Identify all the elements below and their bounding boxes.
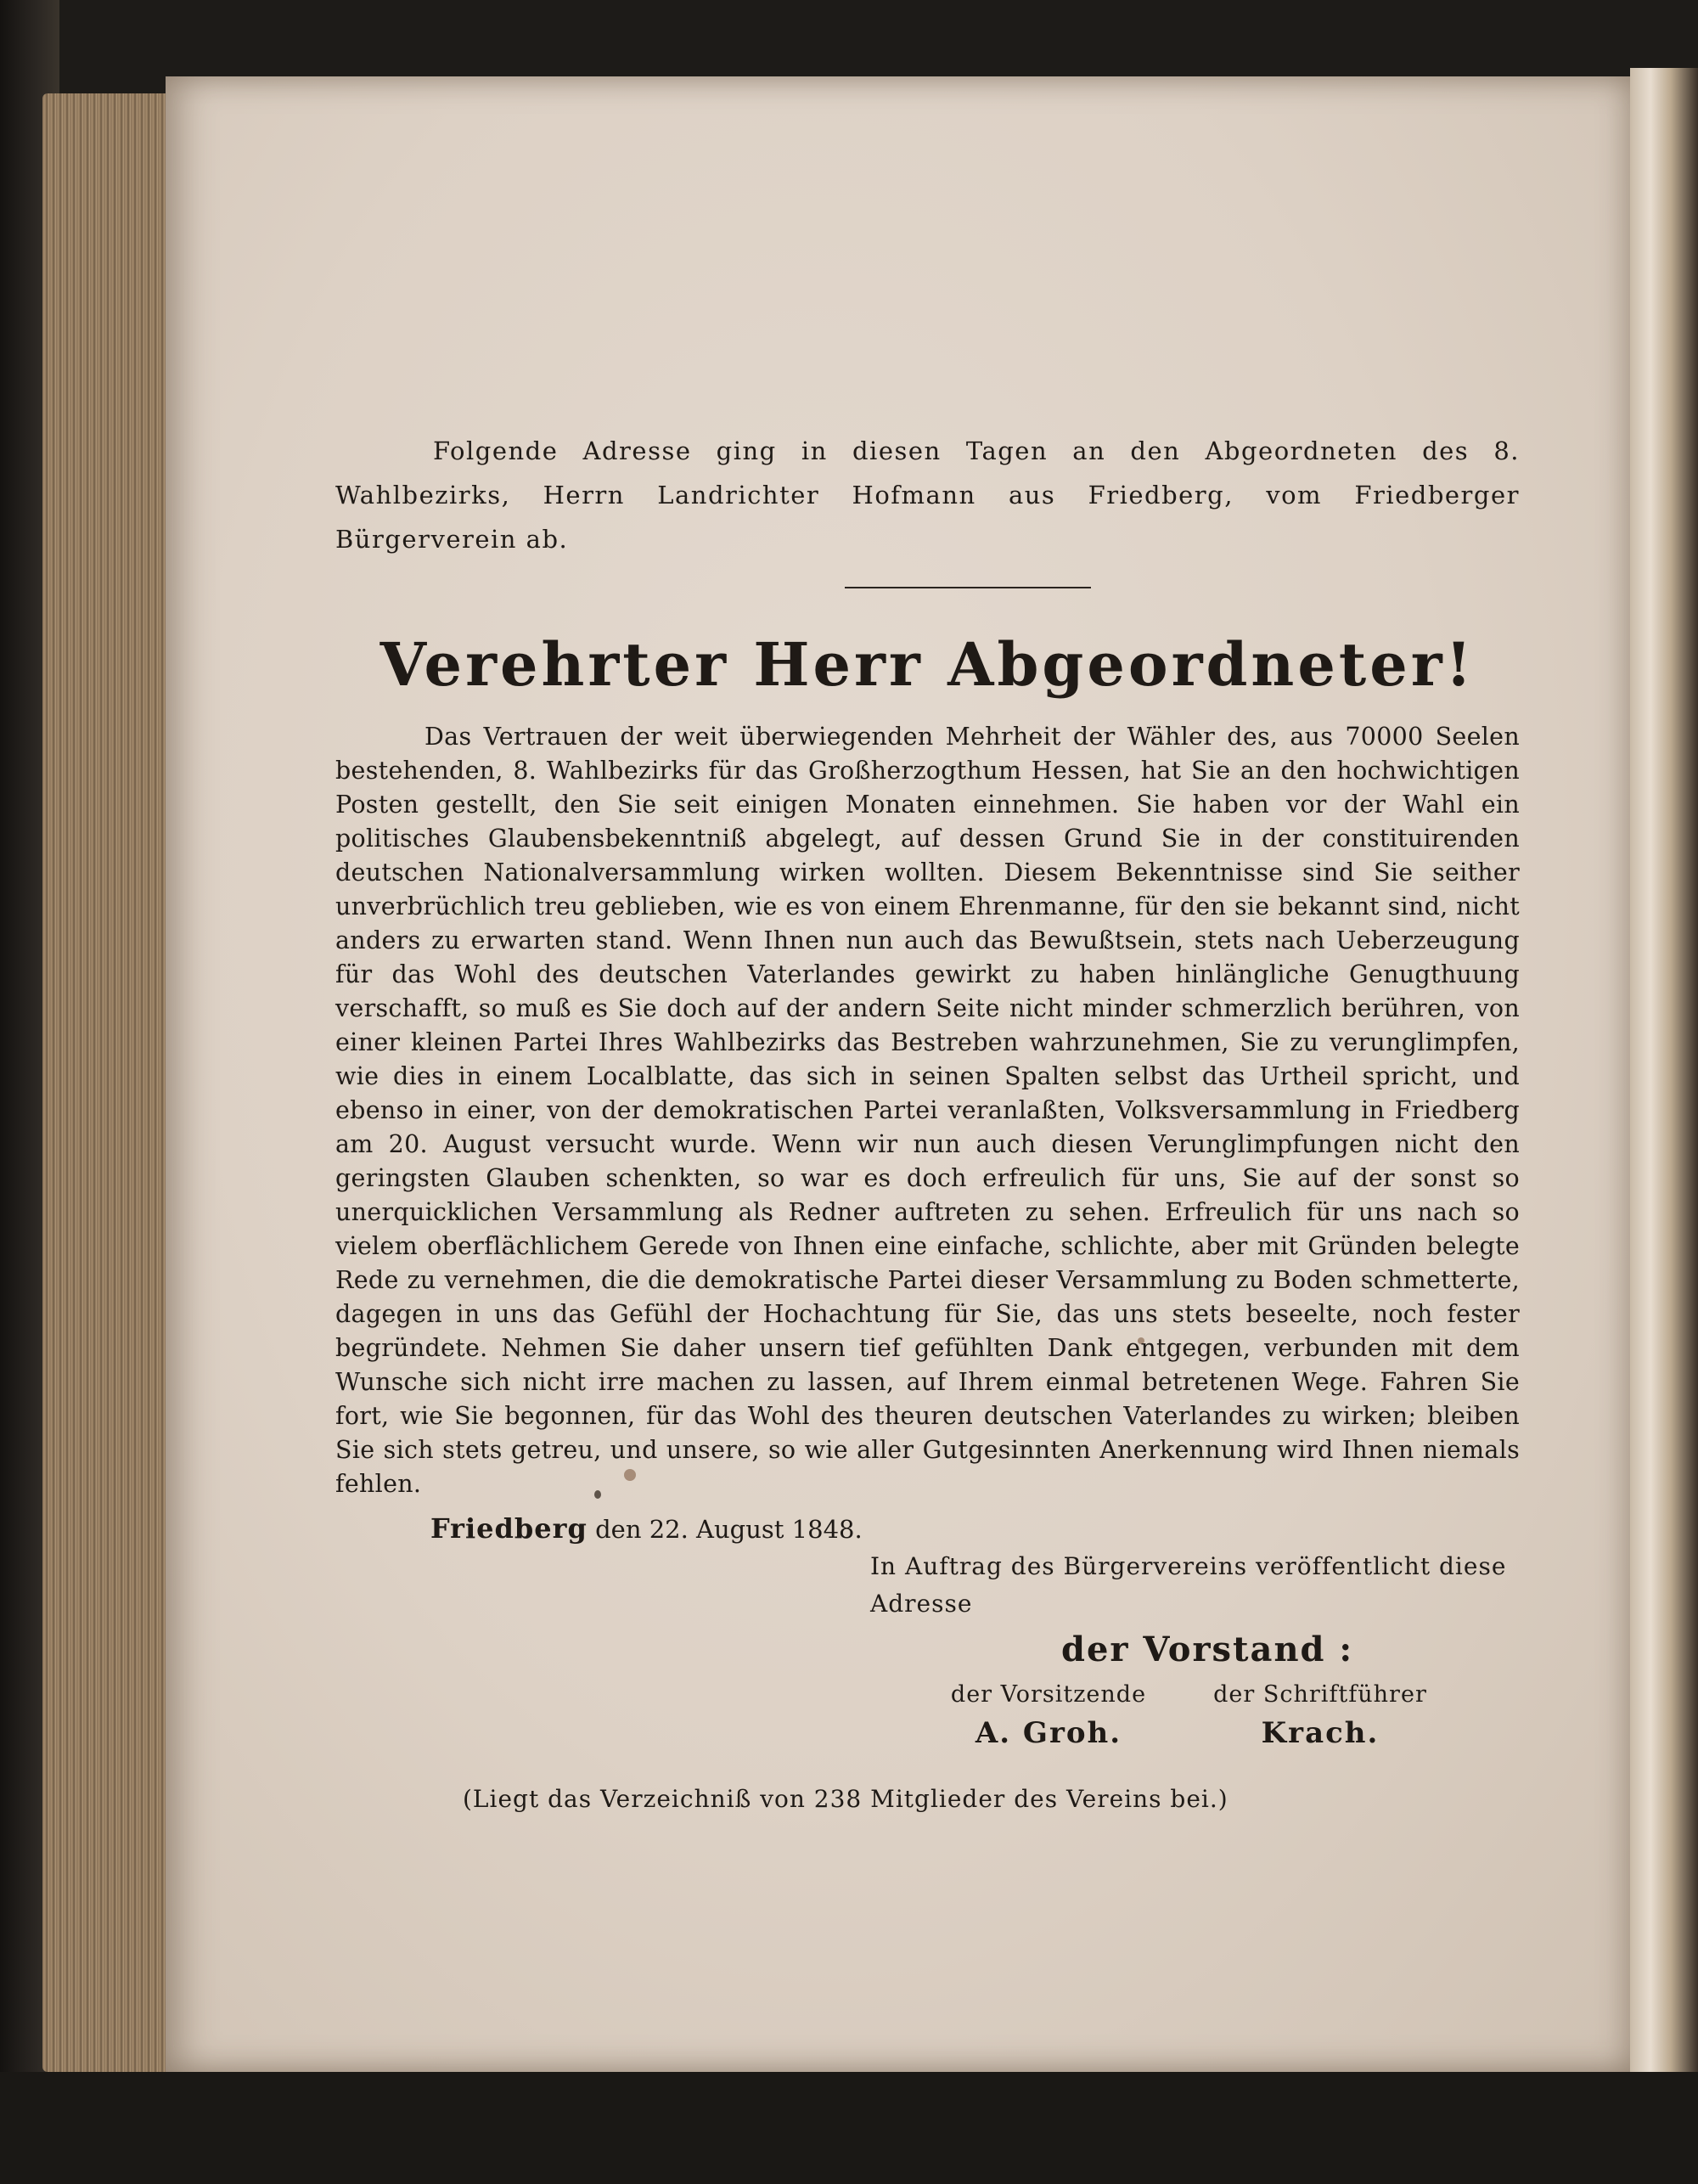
commission-line: In Auftrag des Bürgervereins veröffentlicht diese Adresse [870,1552,1507,1618]
signer-role: der Vorsitzende [950,1681,1147,1708]
divider-rule [845,587,1091,588]
signer-role: der Schriftführer [1213,1681,1427,1708]
signer-secretary [1210,1677,1431,1753]
intro-paragraph: Folgende Adresse ging in diesen Tagen an den Abgeordneten des 8. Wahlbezirks, Herrn Landrichter Hofmann aus Friedberg, vom Friedberger Bürgerverein ab. [335,436,1520,554]
date-line [430,1510,1520,1548]
address-heading: Verehrter Herr Abgeordneter! [380,629,1476,700]
facing-page-edge [1630,68,1698,2089]
board-label: der Vorstand : [1061,1630,1354,1669]
signer-name: A. Groh. [975,1716,1122,1750]
signer-name: Krach. [1261,1716,1380,1750]
document-content [335,429,1520,1818]
background-surface [0,2072,1698,2184]
page-stack-edge [42,93,178,2072]
enclosure-note: (Liegt das Verzeichniß von 238 Mitglieder des Vereins bei.) [463,1785,1229,1813]
signatures [335,1677,1520,1762]
date-place: Friedberg [430,1512,588,1545]
address-body: Das Vertrauen der weit überwiegenden Mehrheit der Wähler des, aus 70000 Seelen bestehenden, 8. Wahlbezirks für das Großherzogthum Hessen, hat Sie an den hochwichtigen Posten gestellt, den Sie seit einigen Monaten einnehmen. Sie haben vor der Wahl ein politisches Glaubensbekenntniß abgelegt, auf dessen Grund Sie in der constituirenden deutschen Nationalversammlung wirken wollten. Diesem Bekenntnisse sind Sie seither unverbrüchlich treu geblieben, wie es von einem Ehrenmanne, für den sie bekannt sind, nicht anders zu erwarten stand. Wenn Ihnen nun auch das Bewußtsein, stets nach Ueberzeugung für das Wohl des deutschen Vaterlandes gewirkt zu haben hinlängliche Genugthuung verschafft, so muß es Sie doch auf der andern Seite nicht minder schmerzlich berühren, von einer kleinen Partei Ihres Wahlbezirks das Bestreben wahrzunehmen, Sie zu verunglimpfen, wie dies in einem Localblatte, das sich in seinen Spalten selbst das Urtheil spricht, und ebenso in einer, von der demokratischen Partei veranlaßten, Volksversammlung in Friedberg am 20. August versucht wurde. Wenn wir nun auch diesen Verunglimpfungen nicht den geringsten Glauben schenkten, so war es doch erfreulich für uns, Sie auf der sonst so unerquicklichen Versammlung als Redner auftreten zu sehen. Erfreulich für uns nach so vielem oberflächlichem Gerede von Ihnen eine einfache, schlichte, aber mit Gründen belegte Rede zu vernehmen, die die demokratische Partei dieser Versammlung zu Boden schmetterte, dagegen in uns das Gefühl der Hochachtung für Sie, das uns stets beseelte, noch fester begründete. Nehmen Sie daher unsern tief gefühlten Dank entgegen, verbunden mit dem Wunsche sich nicht irre machen zu lassen, auf Ihrem einmal betretenen Wege. Fahren Sie fort, wie Sie begonnen, für das Wohl des theuren deutschen Vaterlandes zu wirken; bleiben Sie sich stets getreu, und unsere, so wie aller Gutgesinnten Anerkennung wird Ihnen niemals fehlen. [335,723,1520,1498]
date-text: den 22. August 1848. [587,1515,863,1544]
signer-chairman [938,1677,1159,1753]
